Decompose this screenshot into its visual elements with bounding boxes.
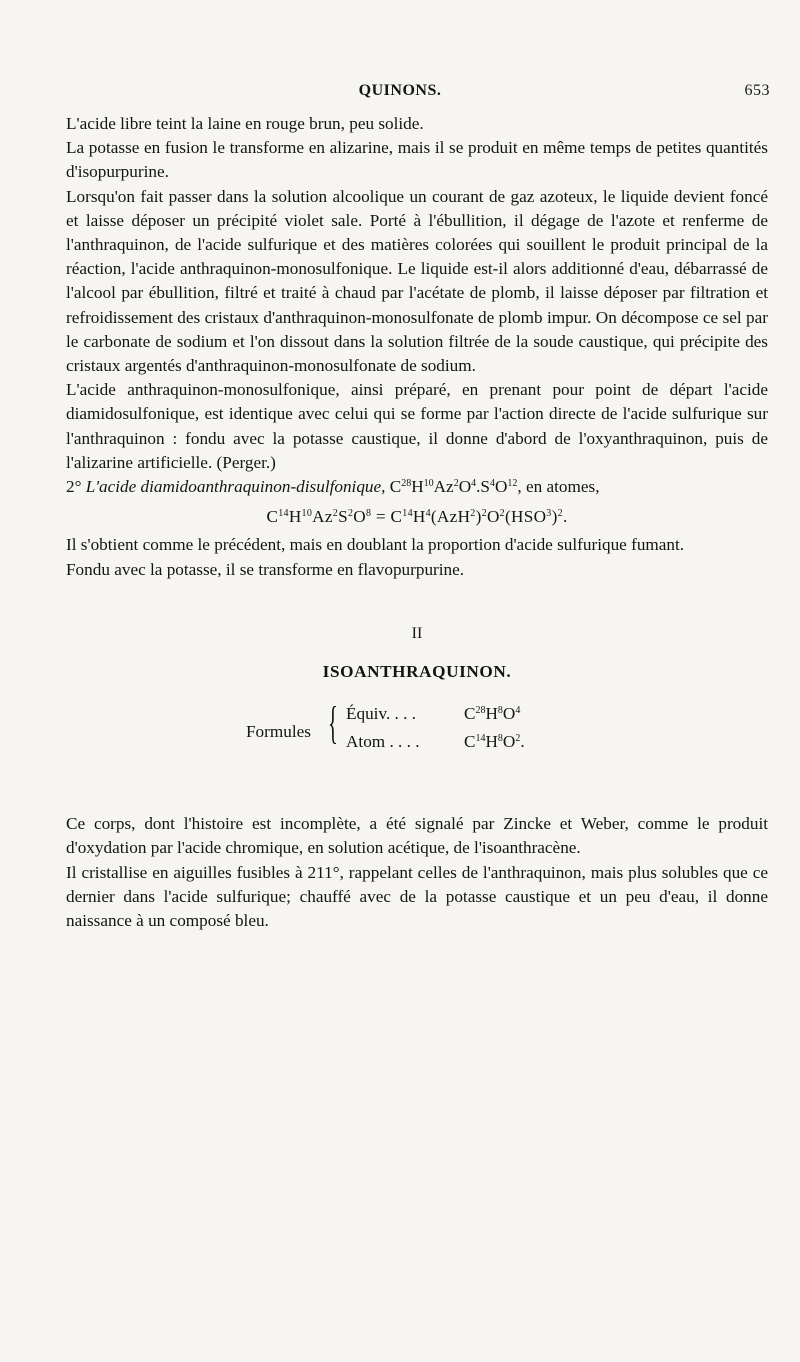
formula-row-atom-value: $C^{14}H^8O^2$.	[464, 732, 525, 752]
formula-row-atom-label: Atom . . . .	[346, 732, 420, 752]
paragraph: La potasse en fusion le transforme en alizarine, mais il se produit en même temps de petites quantités d'isopurpurine.	[66, 138, 768, 182]
spacer	[66, 768, 768, 812]
paragraph: Fondu avec la potasse, il se transforme en flavopurpurine.	[66, 559, 465, 579]
formulas-label: Formules	[246, 722, 311, 742]
paragraph: Il cristallise en aiguilles fusibles à 211°, rappelant celles de l'anthraquinon, mais plus solubles que ce dernier dans l'acide sulfurique; chauffé avec de la potasse caustique et un peu d'eau, il donne naissance à un composé bleu.	[66, 862, 768, 931]
section-title: ISOANTHRAQUINON.	[322, 662, 512, 682]
paragraph: L'acide anthraquinon-monosulfonique, ainsi préparé, en prenant pour point de départ l'acide diamidosulfonique, est identique avec celui qui se forme par l'action directe de l'acide sulfurique sur l'anthraquinon : fondu avec la potasse caustique, il donne d'abord de l'oxyanthraquinon, puis de l'alizarine artificielle. (Perger.)	[66, 380, 768, 472]
formulas-block	[66, 698, 768, 768]
item-2-paragraph	[66, 475, 768, 499]
paragraph: Ce corps, dont l'histoire est incomplète, a été signalé par Zincke et Weber, comme le produit d'oxydation par l'acide chromique, en solution acétique, de l'isoanthracène.	[66, 814, 768, 858]
paragraph: Il s'obtient comme le précédent, mais en doublant la proportion d'acide sulfurique fumant.	[66, 535, 685, 555]
item-suffix: , en atomes,	[517, 477, 600, 497]
body-text	[66, 112, 768, 933]
item-number: 2°	[66, 477, 82, 497]
running-head: QUINONS.	[358, 82, 442, 99]
item-title: L'acide diamidoanthraquinon-disulfonique,	[85, 477, 386, 497]
formula-row-equiv-label: Équiv. . . .	[346, 704, 417, 724]
chemical-equation: $C^{14}H^{10}Az^2S^2O^8 = C^{14}H^4(AzH^2)^2O^2(HSO^3)^2$.	[266, 507, 568, 527]
page-header	[0, 82, 800, 106]
section-number: II	[411, 624, 423, 642]
item-formula: $C^{28}H^{10}Az^2O^4.S^4O^{12}$	[389, 477, 518, 497]
paragraph: L'acide libre teint la laine en rouge brun, peu solide.	[66, 114, 424, 133]
brace-glyph: {	[328, 697, 338, 749]
paragraph: Lorsqu'on fait passer dans la solution alcoolique un courant de gaz azoteux, le liquide devient foncé et laisse déposer un précipité violet sale. Porté à l'ébullition, il dégage de l'azote et renferme de l'anthraquinon, de l'acide sulfurique et des matières colorées qui souillent le produit principal de la réaction, l'acide anthraquinon-monosulfonique. Le liquide est-il alors additionné d'eau, débarrassé de l'alcool par ébullition, filtré et traité à chaud par l'acétate de plomb, il laisse déposer par filtration et refroidissement des cristaux d'anthraquinon-monosulfonate de plomb impur. On décompose ce sel par le carbonate de sodium et l'on dissout dans la solution filtrée de la soude caustique, qui précipite des cristaux argentés d'anthraquinon-monosulfonate de sodium.	[66, 186, 768, 376]
formula-row-equiv-value: $C^{28}H^8O^4$	[464, 704, 521, 724]
page-number: 653	[744, 82, 770, 99]
